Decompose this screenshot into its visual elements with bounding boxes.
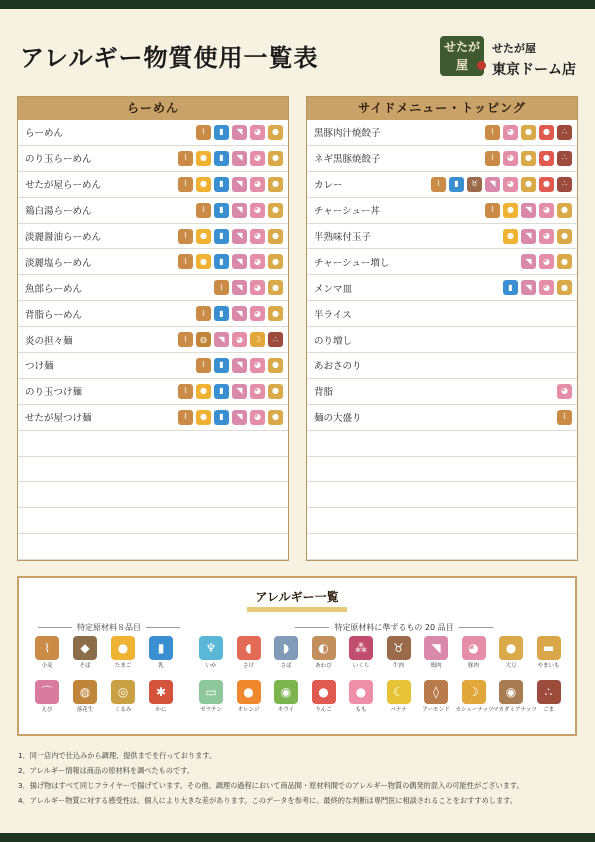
menu-row (18, 275, 288, 301)
soy-icon: ● (268, 229, 283, 244)
soy-icon: ● (268, 384, 283, 399)
legend-label: 大豆 (505, 663, 517, 669)
chicken-icon: ◥ (232, 229, 247, 244)
side-menu-panel (306, 96, 578, 561)
milk-icon: ▮ (149, 636, 173, 660)
legend-item (29, 680, 65, 714)
macadamia-icon: ◉ (499, 680, 523, 704)
wheat-icon: ⌇ (214, 280, 229, 295)
soy-icon: ● (268, 280, 283, 295)
sesame-icon: ∴ (537, 680, 561, 704)
menu-item-name: 淡麗醤油らーめん (25, 232, 102, 243)
legend-label: さけ (242, 663, 254, 669)
chicken-icon: ◥ (232, 151, 247, 166)
legend-item (193, 636, 229, 670)
legend-label: かに (155, 707, 167, 713)
group1-label: 特定原材料８品目 (29, 622, 189, 633)
mackerel-icon: ◗ (274, 636, 298, 660)
allergen-legend (17, 576, 577, 736)
allergen-icons (485, 125, 572, 140)
menu-row (18, 301, 288, 327)
menu-item-name: 淡麗塩らーめん (25, 257, 92, 269)
allergen-icons (196, 203, 283, 218)
pork-icon: ◕ (250, 410, 265, 425)
egg-icon: ● (503, 229, 518, 244)
chicken-icon: ◥ (485, 177, 500, 192)
menu-row (307, 172, 577, 198)
almond-icon: ◊ (424, 680, 448, 704)
orange-icon: ● (237, 680, 261, 704)
pork-icon: ◕ (250, 151, 265, 166)
allergen-icons (214, 280, 283, 295)
menu-item-name: らーめん (25, 128, 64, 140)
soy-icon: ● (268, 306, 283, 321)
allergen-icons (196, 306, 283, 321)
kiwi-icon: ◉ (274, 680, 298, 704)
legend-label: 牛肉 (392, 663, 404, 669)
menu-row (18, 405, 288, 431)
menu-item-name: ネギ黒豚焼餃子 (314, 154, 381, 166)
group2-label: 特定原材料に準ずるもの 20 品目 (219, 622, 569, 633)
gelatin-icon: ▭ (199, 680, 223, 704)
legend-label: カシューナッツ (455, 707, 494, 713)
sesame-icon: ∴ (268, 332, 283, 347)
menu-item-name: あおさのり (314, 361, 362, 373)
shop-name (492, 40, 576, 79)
pork-icon: ◕ (250, 203, 265, 218)
shrimp-icon: ⌒ (35, 680, 59, 704)
legend-label: キウイ (277, 707, 295, 713)
egg-icon: ● (196, 151, 211, 166)
page-title: アレルギー物質使用一覧表 (20, 43, 319, 72)
menu-row (18, 172, 288, 198)
pork-icon: ◕ (250, 125, 265, 140)
menu-row (18, 379, 288, 405)
wheat-icon: ⌇ (35, 636, 59, 660)
notes (18, 748, 583, 808)
allergen-icons (431, 177, 572, 192)
menu-row (307, 120, 577, 146)
allergen-icons (557, 384, 572, 399)
empty-row (307, 431, 577, 457)
menu-item-name: 半ライス (314, 309, 352, 321)
soy-icon: ● (499, 636, 523, 660)
legend-item (67, 636, 103, 670)
legend-label: 落花生 (76, 707, 94, 713)
top-border (0, 0, 595, 9)
side-menu-heading: サイドメニュー・トッピング (307, 97, 577, 120)
legend-label: いか (205, 663, 217, 669)
milk-icon: ▮ (214, 358, 229, 373)
menu-row (18, 120, 288, 146)
empty-row (307, 482, 577, 508)
menu-item-name: 炎の担々麺 (25, 335, 73, 347)
legend-label: たまご (114, 663, 132, 669)
walnut-icon: ◎ (111, 680, 135, 704)
legend-item (343, 636, 379, 670)
milk-icon: ▮ (214, 203, 229, 218)
soy-icon: ● (268, 254, 283, 269)
beef-icon: ♉ (467, 177, 482, 192)
allergen-icons (178, 177, 283, 192)
logo-text: せたが屋 (443, 40, 480, 72)
legend-item (143, 636, 179, 670)
wheat-icon: ⌇ (178, 332, 193, 347)
allergen-icons (178, 410, 283, 425)
peach-icon: ● (349, 680, 373, 704)
pork-icon: ◕ (462, 636, 486, 660)
egg-icon: ● (196, 229, 211, 244)
wheat-icon: ⌇ (485, 151, 500, 166)
soy-icon: ● (268, 125, 283, 140)
soy-icon: ● (521, 125, 536, 140)
logo-seal (477, 61, 486, 70)
beef-icon: ♉ (387, 636, 411, 660)
legend-item (531, 680, 567, 714)
legend-item (306, 636, 342, 670)
menu-row (307, 224, 577, 250)
menu-item-name: のり玉つけ麺 (25, 387, 83, 399)
pork-icon: ◕ (250, 384, 265, 399)
menu-row (307, 146, 577, 172)
soy-icon: ● (557, 280, 572, 295)
menu-row (307, 249, 577, 275)
allergen-icons (178, 151, 283, 166)
allergen-icons (178, 254, 283, 269)
legend-label: ごま (542, 707, 554, 713)
egg-icon: ● (196, 410, 211, 425)
legend-item (493, 636, 529, 670)
ramen-list (18, 120, 288, 560)
soy-icon: ● (557, 203, 572, 218)
menu-item-name: つけ麺 (25, 361, 54, 373)
pork-icon: ◕ (250, 177, 265, 192)
shop-name-line2: 東京ドーム店 (492, 62, 576, 78)
wheat-icon: ⌇ (196, 306, 211, 321)
milk-icon: ▮ (214, 306, 229, 321)
legend-label: さば (280, 663, 292, 669)
pork-icon: ◕ (250, 254, 265, 269)
peanut-icon: ◍ (196, 332, 211, 347)
menu-row (307, 301, 577, 327)
allergen-icons (196, 358, 283, 373)
apple-icon: ● (539, 151, 554, 166)
milk-icon: ▮ (214, 254, 229, 269)
legend-item (231, 680, 267, 714)
menu-row (18, 198, 288, 224)
sesame-icon: ∴ (557, 125, 572, 140)
pork-icon: ◕ (232, 332, 247, 347)
chicken-icon: ◥ (232, 177, 247, 192)
ramen-panel (17, 96, 289, 561)
buckwheat-icon: ◆ (73, 636, 97, 660)
allergen-icons (503, 280, 572, 295)
abalone-icon: ◐ (312, 636, 336, 660)
menu-item-name: 鶏白湯らーめん (25, 206, 92, 218)
empty-row (18, 457, 288, 483)
allergen-icons (178, 229, 283, 244)
menu-item-name: のり増し (314, 335, 353, 347)
menu-row (307, 327, 577, 353)
legend-item (143, 680, 179, 714)
pork-icon: ◕ (503, 151, 518, 166)
empty-row (18, 482, 288, 508)
salmon-icon: ◖ (237, 636, 261, 660)
pork-icon: ◕ (539, 229, 554, 244)
milk-icon: ▮ (214, 229, 229, 244)
bottom-border (0, 833, 595, 842)
menu-row (18, 353, 288, 379)
menu-row (307, 379, 577, 405)
menu-item-name: せたが屋つけ麺 (25, 413, 92, 425)
soy-icon: ● (268, 177, 283, 192)
side-menu-list (307, 120, 577, 560)
cashew-icon: ☽ (462, 680, 486, 704)
legend-item (381, 636, 417, 670)
menu-item-name: せたが屋らーめん (25, 180, 102, 192)
empty-row (18, 508, 288, 534)
menu-row (18, 327, 288, 353)
menu-item-name: チャーシュー増し (314, 257, 390, 269)
legend-item (231, 636, 267, 670)
soy-icon: ● (268, 203, 283, 218)
note-line: 4．アレルギー物質に対する感受性は、個人により大きな差があります。このデータを参考に、最終的な判断は専門医に相談されることをおすすめします。 (18, 796, 517, 805)
menu-item-name: 背脂らーめん (25, 309, 83, 321)
legend-label: りんご (315, 707, 332, 713)
ramen-heading: らーめん (18, 97, 288, 120)
allergen-icons (178, 384, 283, 399)
chicken-icon: ◥ (232, 410, 247, 425)
salmon-roe-icon: ⁂ (349, 636, 373, 660)
menu-item-name: チャーシュー丼 (314, 206, 380, 218)
legend-item (306, 680, 342, 714)
legend-label: もも (355, 707, 367, 713)
pork-icon: ◕ (250, 229, 265, 244)
soy-icon: ● (268, 410, 283, 425)
empty-row (307, 508, 577, 534)
wheat-icon: ⌇ (196, 203, 211, 218)
chicken-icon: ◥ (521, 203, 536, 218)
legend-item (67, 680, 103, 714)
shop-logo (440, 36, 484, 76)
legend-label: いくら (352, 663, 370, 669)
legend-label: マカダミアナッツ (493, 707, 537, 713)
milk-icon: ▮ (214, 151, 229, 166)
legend-item (456, 636, 492, 670)
empty-row (307, 534, 577, 560)
milk-icon: ▮ (214, 384, 229, 399)
crab-icon: ✱ (149, 680, 173, 704)
chicken-icon: ◥ (424, 636, 448, 660)
menu-item-name: 背脂 (314, 387, 334, 399)
legend-label: アーモンド (422, 707, 450, 713)
soy-icon: ● (268, 151, 283, 166)
pork-icon: ◕ (503, 177, 518, 192)
menu-item-name: 黒豚肉汁焼餃子 (314, 128, 381, 140)
wheat-icon: ⌇ (178, 177, 193, 192)
legend-label: 豚肉 (467, 663, 479, 669)
soy-icon: ● (557, 229, 572, 244)
note-line: 1．同一店内で仕込みから調理、提供までを行っております。 (18, 751, 217, 760)
apple-icon: ● (539, 177, 554, 192)
pork-icon: ◕ (250, 306, 265, 321)
milk-icon: ▮ (503, 280, 518, 295)
apple-icon: ● (539, 125, 554, 140)
cashew-icon: ☽ (250, 332, 265, 347)
legend-item (268, 680, 304, 714)
wheat-icon: ⌇ (178, 254, 193, 269)
soy-icon: ● (557, 254, 572, 269)
menu-item-name: メンマ皿 (314, 283, 353, 295)
wheat-icon: ⌇ (431, 177, 446, 192)
chicken-icon: ◥ (521, 280, 536, 295)
legend-item (531, 636, 567, 670)
legend-item (343, 680, 379, 714)
menu-item-name: 麺の大盛り (314, 413, 362, 425)
legend-title-text: アレルギー一覧 (247, 588, 346, 612)
menu-row (307, 405, 577, 431)
legend-item (193, 680, 229, 714)
legend-label: くるみ (114, 707, 132, 713)
empty-row (307, 457, 577, 483)
milk-icon: ▮ (214, 177, 229, 192)
soy-icon: ● (521, 151, 536, 166)
allergen-icons (196, 125, 283, 140)
allergen-icons (485, 151, 572, 166)
egg-icon: ● (196, 384, 211, 399)
menu-row (307, 353, 577, 379)
egg-icon: ● (503, 203, 518, 218)
chicken-icon: ◥ (232, 384, 247, 399)
chicken-icon: ◥ (232, 358, 247, 373)
pork-icon: ◕ (539, 254, 554, 269)
wheat-icon: ⌇ (485, 125, 500, 140)
sesame-icon: ∴ (557, 151, 572, 166)
chicken-icon: ◥ (232, 280, 247, 295)
legend-label: オレンジ (237, 707, 260, 713)
legend-label: 乳 (158, 663, 164, 669)
menu-row (18, 224, 288, 250)
soy-icon: ● (268, 358, 283, 373)
chicken-icon: ◥ (232, 203, 247, 218)
egg-icon: ● (196, 177, 211, 192)
yam-icon: ▬ (537, 636, 561, 660)
banana-icon: ☾ (387, 680, 411, 704)
peanut-icon: ◍ (73, 680, 97, 704)
pork-icon: ◕ (539, 203, 554, 218)
wheat-icon: ⌇ (178, 410, 193, 425)
allergen-icons (521, 254, 572, 269)
milk-icon: ▮ (449, 177, 464, 192)
chicken-icon: ◥ (214, 332, 229, 347)
menu-item-name: 魚郎らーめん (25, 283, 83, 295)
menu-item-name: カレー (314, 180, 343, 192)
legend-label: あわび (315, 663, 332, 669)
legend-item (381, 680, 417, 714)
apple-icon: ● (312, 680, 336, 704)
allergen-icons (178, 332, 283, 347)
legend-label: ゼラチン (200, 707, 222, 713)
chicken-icon: ◥ (232, 254, 247, 269)
note-line: 2．アレルギー情報は商品の原材料を調べたものです。 (18, 766, 195, 775)
legend-item (418, 680, 454, 714)
legend-title (19, 588, 575, 612)
legend-item (29, 636, 65, 670)
legend-item (456, 680, 492, 714)
empty-row (18, 534, 288, 560)
pork-icon: ◕ (539, 280, 554, 295)
wheat-icon: ⌇ (178, 151, 193, 166)
allergen-icons (557, 410, 572, 425)
menu-row (307, 275, 577, 301)
chicken-icon: ◥ (521, 254, 536, 269)
shop-name-line1: せたが屋 (492, 42, 536, 55)
sesame-icon: ∴ (557, 177, 572, 192)
wheat-icon: ⌇ (196, 358, 211, 373)
menu-row (18, 146, 288, 172)
pork-icon: ◕ (250, 280, 265, 295)
menu-row (307, 198, 577, 224)
legend-item (105, 680, 141, 714)
legend-label: そば (79, 663, 91, 669)
chicken-icon: ◥ (232, 306, 247, 321)
milk-icon: ▮ (214, 125, 229, 140)
egg-icon: ● (196, 254, 211, 269)
wheat-icon: ⌇ (557, 410, 572, 425)
legend-label: バナナ (390, 707, 407, 713)
allergen-icons (503, 229, 572, 244)
legend-item (418, 636, 454, 670)
pork-icon: ◕ (503, 125, 518, 140)
note-line: 3．揚げ物はすべて同じフライヤーで揚げています。その他、調理の過程において商品間・原材料間でのアレルギー物質の偶発的混入の可能性がございます。 (18, 781, 524, 790)
legend-label: やまいも (537, 663, 560, 669)
wheat-icon: ⌇ (178, 229, 193, 244)
allergen-icons (485, 203, 572, 218)
menu-row (18, 249, 288, 275)
legend-item (493, 680, 537, 714)
milk-icon: ▮ (214, 410, 229, 425)
menu-item-name: 半熟味付玉子 (314, 232, 372, 243)
legend-item (105, 636, 141, 670)
wheat-icon: ⌇ (178, 384, 193, 399)
legend-label: 鶏肉 (430, 663, 442, 669)
legend-label: 小麦 (41, 663, 53, 669)
egg-icon: ● (111, 636, 135, 660)
chicken-icon: ◥ (521, 229, 536, 244)
wheat-icon: ⌇ (196, 125, 211, 140)
menu-item-name: のり玉らーめん (25, 154, 92, 166)
pork-icon: ◕ (250, 358, 265, 373)
legend-label: えび (41, 707, 53, 713)
chicken-icon: ◥ (232, 125, 247, 140)
pork-icon: ◕ (557, 384, 572, 399)
soy-icon: ● (521, 177, 536, 192)
squid-icon: ♆ (199, 636, 223, 660)
empty-row (18, 431, 288, 457)
legend-item (268, 636, 304, 670)
wheat-icon: ⌇ (485, 203, 500, 218)
